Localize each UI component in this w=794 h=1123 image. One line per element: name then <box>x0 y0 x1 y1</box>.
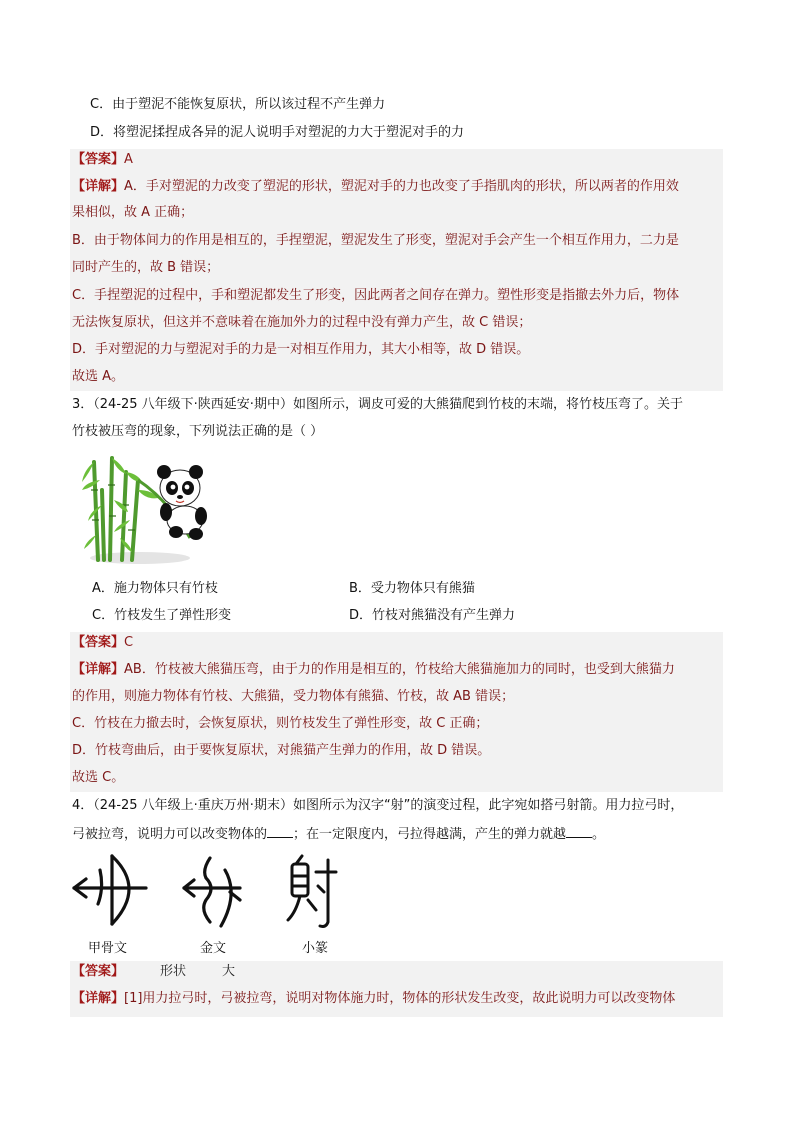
q3-option-c: C．竹枝发生了弹性形变 <box>92 608 232 623</box>
blank-2 <box>566 823 592 838</box>
detail-tag: 【详解】 <box>72 662 125 677</box>
q2-option-d: D．将塑泥揉捏成各异的泥人说明手对塑泥的力大于塑泥对手的力 <box>90 125 465 140</box>
q3-option-d: D．竹枝对熊猫没有产生弹力 <box>349 608 516 623</box>
answer-tag: 【答案】 <box>72 152 125 167</box>
q3-option-a: A．施力物体只有竹枝 <box>92 581 218 596</box>
answer-value: A <box>124 152 133 167</box>
label-oracle-bone: 甲骨文 <box>88 941 128 956</box>
q3-detail-line-1: 【详解】AB．竹枝被大熊猫压弯，由于力的作用是相互的，竹枝给大熊猫施加力的同时，也受到大熊猫力 <box>72 662 675 677</box>
answer-value: C <box>124 635 134 650</box>
oracle-bone-glyph-icon <box>74 856 146 924</box>
q3-option-b: B．受力物体只有熊猫 <box>349 581 475 596</box>
q3-stem-line-1: 3．（24-25 八年级下·陕西延安·期中）如图所示，调皮可爱的大熊猫爬到竹枝的末端，将竹枝压弯了。关于 <box>72 397 683 412</box>
q2-detail-line-4: 同时产生的，故 B 错误； <box>72 260 220 275</box>
q4-answer-line <box>72 962 235 982</box>
answer-tag: 【答案】 <box>72 635 125 650</box>
q3-detail-line-5: 故选 C。 <box>72 770 125 785</box>
q4-stem-line-1: 4．（24-25 八年级上·重庆万州·期末）如图所示为汉字“射”的演变过程，此字宛如搭弓射箭。用力拉弓时， <box>72 798 684 813</box>
q2-detail-line-1: 【详解】A．手对塑泥的力改变了塑泥的形状，塑泥对手的力也改变了手指肌肉的形状，所以两者的作用效 <box>72 179 679 194</box>
q3-detail-line-4: D．竹枝弯曲后，由于要恢复原状，对熊猫产生弹力的作用，故 D 错误。 <box>72 743 491 758</box>
blank-1 <box>267 823 293 838</box>
bamboo-panda-figure <box>80 450 210 568</box>
q2-answer-line <box>72 150 133 170</box>
q3-answer-box <box>70 632 723 792</box>
q3-detail-line-2: 的作用，则施力物体有竹枝、大熊猫，受力物体有熊猫、竹枝，故 AB 错误； <box>72 689 515 704</box>
answer-value-2: 大 <box>222 964 236 979</box>
q2-detail-line-7: D．手对塑泥的力与塑泥对手的力是一对相互作用力，其大小相等，故 D 错误。 <box>72 342 530 357</box>
answer-tag: 【答案】 <box>72 964 125 979</box>
q2-detail-line-5: C．手捏塑泥的过程中，手和塑泥都发生了形变，因此两者之间存在弹力。塑性形变是指撤去外力后，物体 <box>72 288 680 303</box>
detail-tag: 【详解】 <box>72 179 125 194</box>
label-small-seal: 小篆 <box>302 941 329 956</box>
detail-tag: 【详解】 <box>72 991 125 1006</box>
small-seal-glyph-icon <box>288 856 336 927</box>
q2-detail-line-8: 故选 A。 <box>72 369 125 384</box>
q3-stem-line-2: 竹枝被压弯的现象，下列说法正确的是（ ） <box>72 424 324 439</box>
q3-detail-line-3: C．竹枝在力撤去时，会恢复原状，则竹枝发生了弹性形变，故 C 正确； <box>72 716 489 731</box>
q2-detail-line-6: 无法恢复原状，但这并不意味着在施加外力的过程中没有弹力产生，故 C 错误； <box>72 315 532 330</box>
q4-stem-line-2: 弓被拉弯，说明力可以改变物体的 ；在一定限度内，弓拉得越满，产生的弹力就越 。 <box>72 823 605 845</box>
q2-detail-line-2: 果相似，故 A 正确； <box>72 205 194 220</box>
q4-detail-line-1: 【详解】[1]用力拉弓时，弓被拉弯，说明对物体施力时，物体的形状发生改变，故此说明力可以改变物体 <box>72 991 676 1006</box>
q2-detail-line-3: B．由于物体间力的作用是相互的，手捏塑泥，塑泥发生了形变，塑泥对手会产生一个相互作用力，二力是 <box>72 233 679 248</box>
character-evolution-figure <box>70 850 350 934</box>
label-bronze: 金文 <box>200 941 227 956</box>
answer-value-1: 形状 <box>160 964 187 979</box>
q3-answer-line <box>72 633 133 653</box>
q2-option-c: C．由于塑泥不能恢复原状，所以该过程不产生弹力 <box>90 97 386 112</box>
bronze-glyph-icon <box>184 858 240 926</box>
